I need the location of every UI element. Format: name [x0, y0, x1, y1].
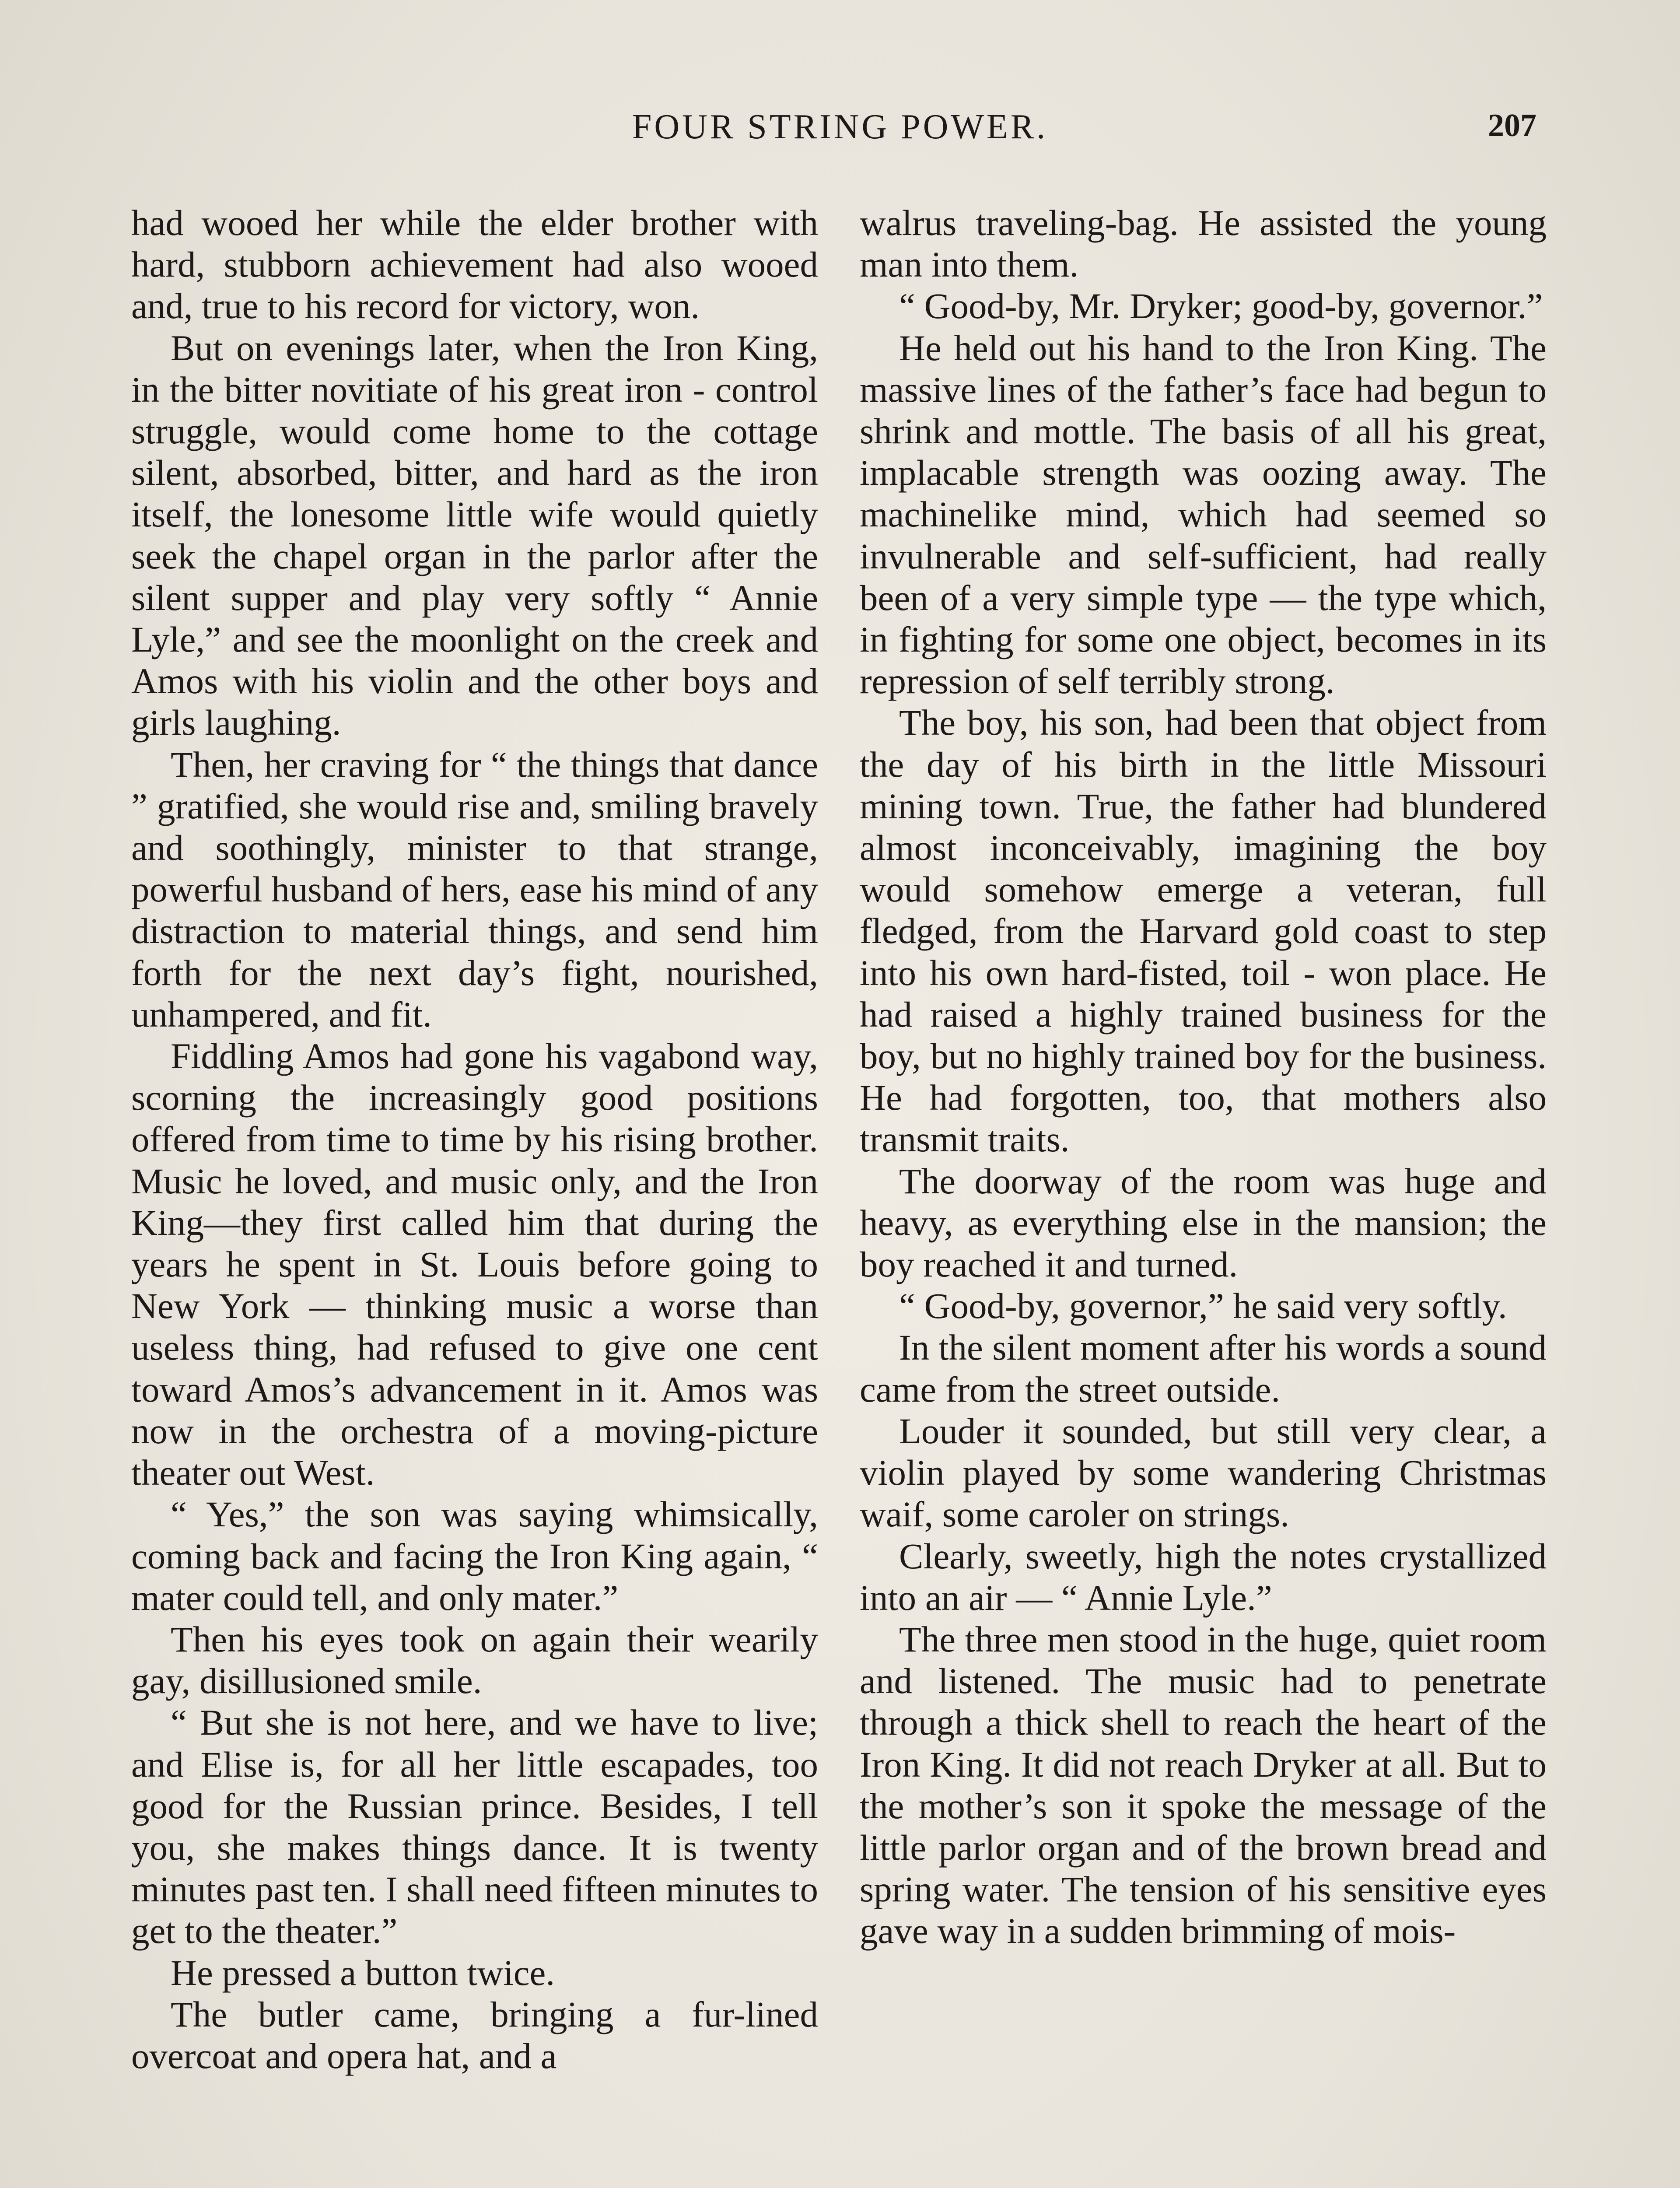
paragraph: Then his eyes took on again their wearily gay, disillusioned smile. [131, 1619, 818, 1701]
page-number: 207 [1488, 108, 1536, 144]
paragraph: He held out his hand to the Iron King. The massive lines of the father’s face had begun to shrink and mottle. The basis of all his great, implacable strength was oozing away. The machinelike mind, which had seemed so invulnerable and self-sufficient, had really been of a very simple type — the type which, in fighting for some one object, becomes in its repression of self terribly strong. [860, 327, 1547, 701]
paragraph: “ But she is not here, and we have to live; and Elise is, for all her little escapades, too good for the Russian prince. Besides, I tell you, she makes things dance. It is twenty minutes past ten. I shall need fifteen minutes to get to the theater.” [131, 1702, 818, 1951]
paragraph: The doorway of the room was huge and heavy, as everything else in the mansion; the boy reached it and turned. [860, 1161, 1547, 1285]
paragraph: “ Good-by, Mr. Dryker; good-by, governor.” [899, 286, 1543, 326]
paragraph: The butler came, bringing a fur-lined overcoat and opera hat, and a [131, 1994, 818, 2076]
paragraph: The three men stood in the huge, quiet room and listened. The music had to penetrate through a thick shell to reach the heart of the Iron King. It did not reach Dryker at all. But to the mother’s son it spoke the message of the little parlor organ and of the brown bread and spring water. The tension of his sensitive eyes gave way in a sudden brimming of mois- [860, 1619, 1547, 1951]
paragraph: He pressed a button twice. [171, 1952, 555, 1993]
paragraph: In the silent moment after his words a sound came from the street outside. [860, 1327, 1547, 1410]
paragraph: Then, her craving for “ the things that dance ” gratified, she would rise and, smiling bravely and soothingly, minister to that strange, powerful husband of hers, ease his mind of any distraction to material things, and send him forth for the next day’s fight, nourished, unhampered, and fit. [131, 744, 818, 1034]
paragraph: walrus traveling-bag. He assisted the young man into them. [860, 203, 1547, 285]
paragraph: had wooed her while the elder brother with hard, stubborn achievement had also wooed and, true to his record for victory, won. [131, 203, 818, 326]
paragraph: Louder it sounded, but still very clear, a violin played by some wandering Christmas waif, some caroler on strings. [860, 1410, 1547, 1535]
left-column [131, 202, 818, 2077]
right-column [860, 202, 1547, 1952]
paragraph: “ Yes,” the son was saying whimsically, coming back and facing the Iron King again, “ mater could tell, and only mater.” [131, 1494, 818, 1618]
paragraph: Clearly, sweetly, high the notes crystallized into an air — “ Annie Lyle.” [860, 1536, 1547, 1618]
paragraph: But on evenings later, when the Iron King, in the bitter novitiate of his great iron - control struggle, would come home to the cottage silent, absorbed, bitter, and hard as the iron itself, the lonesome little wife would quietly seek the chapel organ in the parlor after the silent supper and play very softly “ Annie Lyle,” and see the moonlight on the creek and Amos with his violin and the other boys and girls laughing. [131, 327, 818, 743]
running-title: FOUR STRING POWER. [632, 108, 1048, 146]
paragraph: Fiddling Amos had gone his vagabond way, scorning the increasingly good positions offered from time to time by his rising brother. Music he loved, and music only, and the Iron King—they first called him that during the years he spent in St. Louis before going to New York — thinking music a worse than useless thing, had refused to give one cent toward Amos’s advancement in it. Amos was now in the orchestra of a moving-picture theater out West. [131, 1036, 818, 1493]
paragraph: The boy, his son, had been that object from the day of his birth in the little Missouri mining town. True, the father had blundered almost inconceivably, imagining the boy would somehow emerge a veteran, full fledged, from the Harvard gold coast to step into his own hard-fisted, toil - won place. He had raised a highly trained business for the boy, but no highly trained boy for the business. He had forgotten, too, that mothers also transmit traits. [860, 702, 1547, 1160]
paragraph: “ Good-by, governor,” he said very softly. [899, 1286, 1507, 1326]
